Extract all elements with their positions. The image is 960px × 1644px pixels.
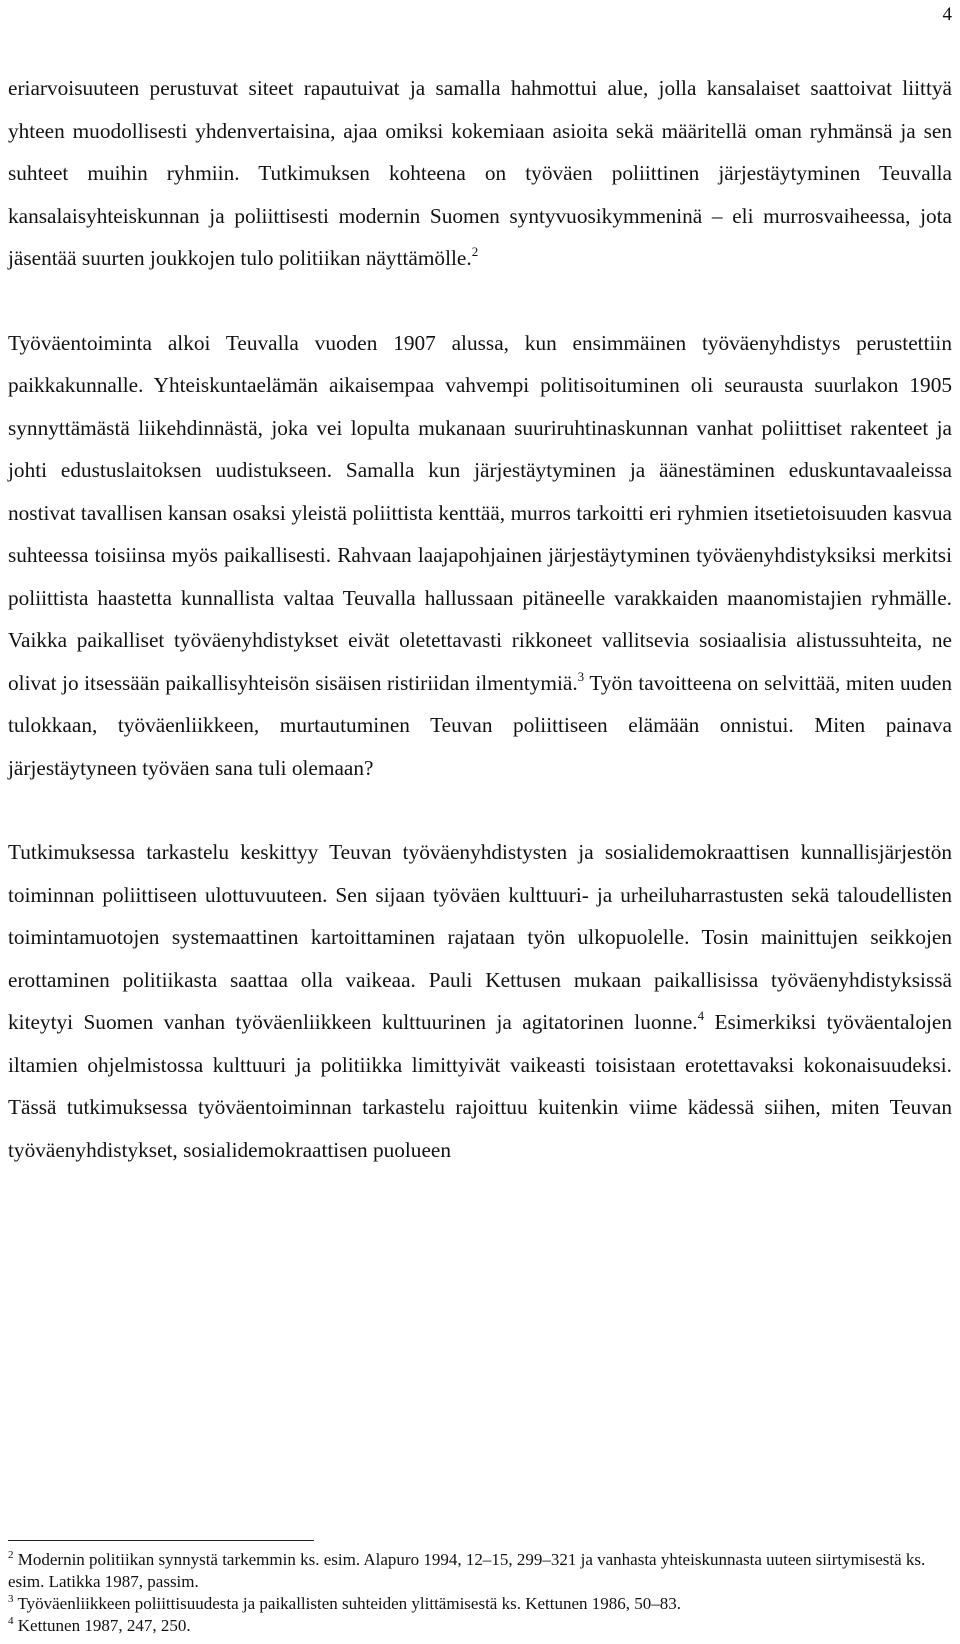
footnote <box>8 1593 952 1615</box>
footnote-reference[interactable]: 2 <box>471 244 479 259</box>
footnote-divider <box>8 1540 314 1541</box>
footnote-text: Kettunen 1987, 247, 250. <box>13 1616 191 1635</box>
footnote-text: Modernin politiikan synnystä tarkemmin ks. esim. Alapuro 1994, 12–15, 299–321 ja vanhasta yhteiskunnasta uuteen siirtymisestä ks. esim. Latikka 1987, passim. <box>8 1550 926 1591</box>
body-text <box>8 67 952 1171</box>
footnote-mark: 2 <box>8 1549 14 1561</box>
page-number: 4 <box>942 4 952 25</box>
footnote-mark: 4 <box>8 1615 14 1627</box>
paragraph <box>8 322 952 790</box>
footnote <box>8 1549 952 1593</box>
footnotes <box>8 1549 952 1637</box>
paragraph-text: Tutkimuksessa tarkastelu keskittyy Teuvan työväenyhdistysten ja sosialidemokraattisen kunnallisjärjestön toiminnan poliittiseen ulottuvuuteen. Sen sijaan työväen kulttuuri- ja urheiluharrastusten sekä taloudellisten toimintamuotojen systemaattinen kartoittaminen rajataan työn ulkopuolelle. Tosin mainittujen seikkojen erottaminen politiikasta saattaa olla vaikeaa. Pauli Kettusen mukaan paikallisissa työväenyhdistyksissä kiteytyi Suomen vanhan työväenliikkeen kulttuurinen ja agitatorinen luonne. <box>8 840 952 1034</box>
footnote-mark: 3 <box>8 1593 14 1605</box>
paragraph-text: Työväentoiminta alkoi Teuvalla vuoden 1907 alussa, kun ensimmäinen työväenyhdistys perustettiin paikkakunnalle. Yhteiskuntaelämän aikaisempaa vahvempi politisoituminen oli seurausta suurlakon 1905 synnyttämästä liikehdinnästä, joka vei lopulta mukanaan suuriruhtinaskunnan vanhat poliittiset rakenteet ja johti edustuslaitoksen uudistukseen. Samalla kun järjestäytyminen ja äänestäminen eduskuntavaaleissa nostivat tavallisen kansan osaksi yleistä poliittista kenttää, murros tarkoitti eri ryhmien itsetietoisuuden kasvua suhteessa toisiinsa myös paikallisesti. Rahvaan laajapohjainen järjestäytyminen työväenyhdistyksiksi merkitsi poliittista haastetta kunnallista valtaa Teuvalla hallussaan pitäneelle varakkaiden maanomistajien ryhmälle. Vaikka paikalliset työväenyhdistykset eivät oletettavasti rikkoneet vallitsevia sosiaalisia alistussuhteita, ne olivat jo itsessään paikallisyhteisön sisäisen ristiriidan ilmentymiä. <box>8 330 952 695</box>
paragraph-text: Työn tavoitteena on selvittää, miten uuden tulokkaan, työväenliikkeen, murtautuminen Teuvan poliittiseen elämään onnistui. Miten painava järjestäytyneen työväen sana tuli olemaan? <box>8 670 952 780</box>
paragraph-text: Esimerkiksi työväentalojen iltamien ohjelmistossa kulttuuri ja politiikka limittyivät vaikeasti toisistaan erotettavaksi kokonaisuudeksi. Tässä tutkimuksessa työväentoiminnan tarkastelu rajoittuu kuitenkin viime kädessä siihen, miten Teuvan työväenyhdistykset, sosialidemokraattisen puolueen <box>8 1010 952 1162</box>
footnote <box>8 1615 952 1637</box>
paragraph-text: eriarvoisuuteen perustuvat siteet rapautuivat ja samalla hahmottui alue, jolla kansalaiset saattoivat liittyä yhteen muodollisesti yhdenvertaisina, ajaa omiksi kokemiaan asioita sekä määritellä oman ryhmänsä ja sen suhteet muihin ryhmiin. Tutkimuksen kohteena on työväen poliittinen järjestäytyminen Teuvalla kansalaisyhteiskunnan ja poliittisesti modernin Suomen syntyvuosikymmeninä – eli murrosvaiheessa, jota jäsentää suurten joukkojen tulo politiikan näyttämölle. <box>8 76 952 270</box>
footnote-text: Työväenliikkeen poliittisuudesta ja paikallisten suhteiden ylittämisestä ks. Kettunen 1986, 50–83. <box>13 1594 682 1613</box>
footnote-reference[interactable]: 4 <box>697 1008 705 1023</box>
footnote-reference[interactable]: 3 <box>577 668 585 684</box>
paragraph <box>8 831 952 1171</box>
paragraph <box>8 67 952 280</box>
